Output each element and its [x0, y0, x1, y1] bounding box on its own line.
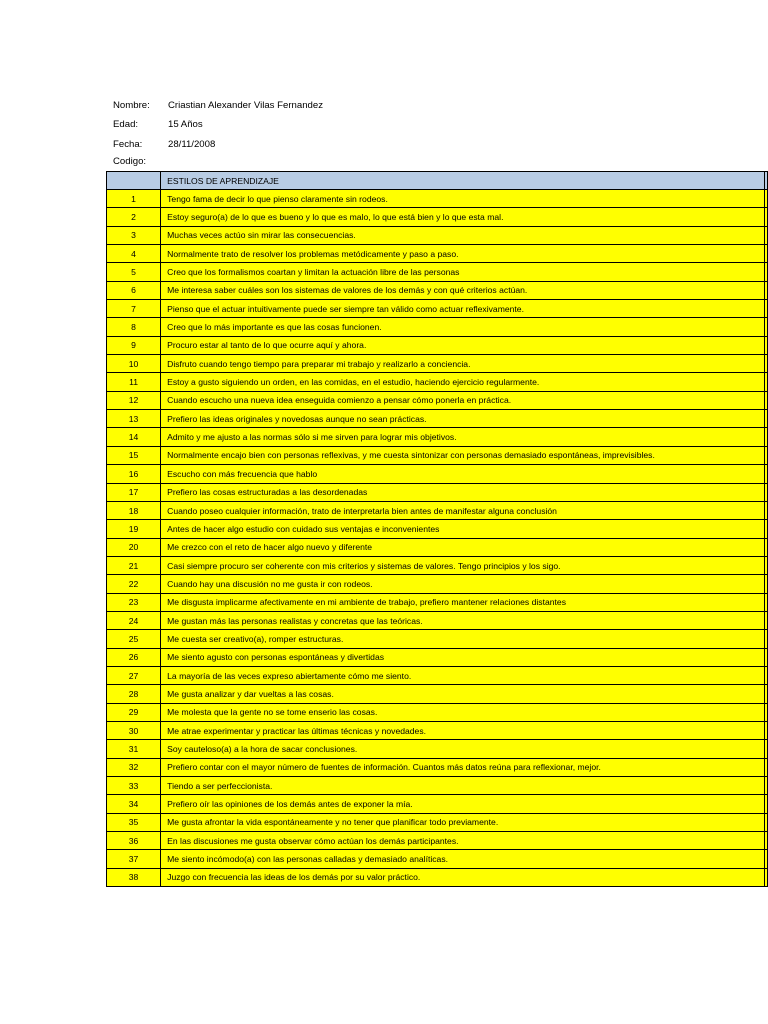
row-number-cell[interactable]: 2	[107, 208, 161, 226]
statement-cell[interactable]: Juzgo con frecuencia las ideas de los demás por su valor práctico.	[161, 868, 765, 886]
row-number-cell[interactable]: 37	[107, 850, 161, 868]
statement-cell[interactable]: Me atrae experimentar y practicar las últimas técnicas y novedades.	[161, 721, 765, 739]
table-row	[107, 245, 768, 263]
edad-value[interactable]: 15 Años	[168, 119, 203, 131]
statement-cell[interactable]: Me crezco con el reto de hacer algo nuevo y diferente	[161, 538, 765, 556]
row-number-cell[interactable]: 25	[107, 630, 161, 648]
answer-cell[interactable]	[765, 666, 768, 684]
row-number-cell[interactable]: 19	[107, 520, 161, 538]
row-number-cell[interactable]: 28	[107, 685, 161, 703]
statement-cell[interactable]: Cuando hay una discusión no me gusta ir con rodeos.	[161, 575, 765, 593]
answer-cell[interactable]	[765, 703, 768, 721]
statement-cell[interactable]: Prefiero las cosas estructuradas a las desordenadas	[161, 483, 765, 501]
answer-cell[interactable]	[765, 190, 768, 208]
statement-cell[interactable]: Soy cauteloso(a) a la hora de sacar conclusiones.	[161, 740, 765, 758]
fecha-value[interactable]: 28/11/2008	[168, 138, 216, 150]
table-row	[107, 575, 768, 593]
statement-cell[interactable]: Tiendo a ser perfeccionista.	[161, 777, 765, 795]
learning-styles-table	[106, 171, 768, 887]
table-row	[107, 685, 768, 703]
table-row	[107, 318, 768, 336]
table-row	[107, 593, 768, 611]
statement-cell[interactable]: Prefiero contar con el mayor número de fuentes de información. Cuantos más datos reúna para reflexionar, mejor.	[161, 758, 765, 776]
row-number-cell[interactable]: 35	[107, 813, 161, 831]
statement-cell[interactable]: Pienso que el actuar intuitivamente puede ser siempre tan válido como actuar reflexivamente.	[161, 300, 765, 318]
table-row	[107, 281, 768, 299]
table-row	[107, 648, 768, 666]
row-number-cell[interactable]: 3	[107, 226, 161, 244]
row-number-cell[interactable]: 29	[107, 703, 161, 721]
row-number-cell[interactable]: 14	[107, 428, 161, 446]
row-number-cell[interactable]: 4	[107, 245, 161, 263]
statement-cell[interactable]: Me siento incómodo(a) con las personas calladas y demasiado analíticas.	[161, 850, 765, 868]
table-row	[107, 410, 768, 428]
edad-row	[113, 115, 323, 134]
header-title-cell[interactable]: ESTILOS DE APRENDIZAJE	[161, 172, 765, 190]
answer-cell[interactable]	[765, 685, 768, 703]
student-info	[113, 96, 323, 169]
row-number-cell[interactable]: 13	[107, 410, 161, 428]
answer-cell[interactable]	[765, 740, 768, 758]
table-row	[107, 520, 768, 538]
statement-cell[interactable]: Me siento agusto con personas espontáneas y divertidas	[161, 648, 765, 666]
row-number-cell[interactable]: 18	[107, 501, 161, 519]
answer-cell[interactable]	[765, 868, 768, 886]
answer-cell[interactable]	[765, 483, 768, 501]
row-number-cell[interactable]: 6	[107, 281, 161, 299]
nombre-row	[113, 96, 323, 115]
answer-cell[interactable]	[765, 226, 768, 244]
fecha-row	[113, 135, 323, 154]
answer-cell[interactable]	[765, 832, 768, 850]
table-row	[107, 373, 768, 391]
statement-cell[interactable]: Estoy seguro(a) de lo que es bueno y lo que es malo, lo que está bien y lo que esta mal.	[161, 208, 765, 226]
table-row	[107, 832, 768, 850]
table-row	[107, 721, 768, 739]
row-number-cell[interactable]: 30	[107, 721, 161, 739]
table-row	[107, 868, 768, 886]
statement-cell[interactable]: Me gusta afrontar la vida espontáneamente y no tener que planificar todo previamente.	[161, 813, 765, 831]
statement-cell[interactable]: Muchas veces actúo sin mirar las consecuencias.	[161, 226, 765, 244]
statement-cell[interactable]: Creo que los formalismos coartan y limitan la actuación libre de las personas	[161, 263, 765, 281]
answer-cell[interactable]	[765, 556, 768, 574]
statement-cell[interactable]: Procuro estar al tanto de lo que ocurre aquí y ahora.	[161, 336, 765, 354]
row-number-cell[interactable]: 1	[107, 190, 161, 208]
row-number-cell[interactable]: 15	[107, 446, 161, 464]
fecha-label: Fecha:	[113, 138, 143, 150]
statement-cell[interactable]: Estoy a gusto siguiendo un orden, en las comidas, en el estudio, haciendo ejercicio regularmente.	[161, 373, 765, 391]
answer-cell[interactable]	[765, 538, 768, 556]
row-number-cell[interactable]: 16	[107, 465, 161, 483]
statement-cell[interactable]: Cuando escucho una nueva idea enseguida comienzo a pensar cómo ponerla en práctica.	[161, 391, 765, 409]
table-row	[107, 666, 768, 684]
answer-cell[interactable]	[765, 355, 768, 373]
row-number-cell[interactable]: 23	[107, 593, 161, 611]
row-number-cell[interactable]: 36	[107, 832, 161, 850]
nombre-label: Nombre:	[113, 100, 150, 111]
table-row	[107, 777, 768, 795]
statement-cell[interactable]: Prefiero las ideas originales y novedosas aunque no sean prácticas.	[161, 410, 765, 428]
table-row	[107, 428, 768, 446]
statement-cell[interactable]: En las discusiones me gusta observar cómo actúan los demás participantes.	[161, 832, 765, 850]
table-row	[107, 483, 768, 501]
row-number-cell[interactable]: 26	[107, 648, 161, 666]
table-row	[107, 740, 768, 758]
answer-cell[interactable]	[765, 410, 768, 428]
answer-cell[interactable]	[765, 611, 768, 629]
statement-cell[interactable]: Admito y me ajusto a las normas sólo si me sirven para lograr mis objetivos.	[161, 428, 765, 446]
row-number-cell[interactable]: 7	[107, 300, 161, 318]
header-edge-cell[interactable]	[765, 172, 768, 190]
answer-cell[interactable]	[765, 777, 768, 795]
row-number-cell[interactable]: 17	[107, 483, 161, 501]
table-row	[107, 501, 768, 519]
header-number-cell[interactable]	[107, 172, 161, 190]
row-number-cell[interactable]: 21	[107, 556, 161, 574]
statement-cell[interactable]: Prefiero oír las opiniones de los demás antes de exponer la mía.	[161, 795, 765, 813]
answer-cell[interactable]	[765, 721, 768, 739]
answer-cell[interactable]	[765, 281, 768, 299]
row-number-cell[interactable]: 34	[107, 795, 161, 813]
row-number-cell[interactable]: 38	[107, 868, 161, 886]
answer-cell[interactable]	[765, 208, 768, 226]
answer-cell[interactable]	[765, 263, 768, 281]
statement-cell[interactable]: Normalmente encajo bien con personas reflexivas, y me cuesta sintonizar con personas demasiado espontáneas, imprevisibles.	[161, 446, 765, 464]
statement-cell[interactable]: La mayoría de las veces expreso abiertamente cómo me siento.	[161, 666, 765, 684]
statement-cell[interactable]: Me disgusta implicarme afectivamente en mi ambiente de trabajo, prefiero mantener relaciones distantes	[161, 593, 765, 611]
table-row	[107, 630, 768, 648]
statement-cell[interactable]: Me cuesta ser creativo(a), romper estructuras.	[161, 630, 765, 648]
answer-cell[interactable]	[765, 318, 768, 336]
statement-cell[interactable]: Me gustan más las personas realistas y concretas que las teóricas.	[161, 611, 765, 629]
row-number-cell[interactable]: 33	[107, 777, 161, 795]
answer-cell[interactable]	[765, 501, 768, 519]
table-row	[107, 611, 768, 629]
answer-cell[interactable]	[765, 850, 768, 868]
row-number-cell[interactable]: 22	[107, 575, 161, 593]
table-row	[107, 813, 768, 831]
row-number-cell[interactable]: 24	[107, 611, 161, 629]
row-number-cell[interactable]: 8	[107, 318, 161, 336]
table-row	[107, 795, 768, 813]
table-row	[107, 465, 768, 483]
statement-cell[interactable]: Normalmente trato de resolver los problemas metódicamente y paso a paso.	[161, 245, 765, 263]
row-number-cell[interactable]: 10	[107, 355, 161, 373]
codigo-row	[113, 154, 323, 169]
row-number-cell[interactable]: 12	[107, 391, 161, 409]
answer-cell[interactable]	[765, 575, 768, 593]
statement-cell[interactable]: Me molesta que la gente no se tome enserio las cosas.	[161, 703, 765, 721]
statement-cell[interactable]: Cuando poseo cualquier información, trato de interpretarla bien antes de manifestar alguna conclusión	[161, 501, 765, 519]
answer-cell[interactable]	[765, 465, 768, 483]
answer-cell[interactable]	[765, 373, 768, 391]
answer-cell[interactable]	[765, 520, 768, 538]
table-row	[107, 538, 768, 556]
table-row	[107, 336, 768, 354]
statement-cell[interactable]: Antes de hacer algo estudio con cuidado sus ventajas e inconvenientes	[161, 520, 765, 538]
answer-cell[interactable]	[765, 813, 768, 831]
answer-cell[interactable]	[765, 648, 768, 666]
row-number-cell[interactable]: 11	[107, 373, 161, 391]
answer-cell[interactable]	[765, 336, 768, 354]
answer-cell[interactable]	[765, 630, 768, 648]
row-number-cell[interactable]: 5	[107, 263, 161, 281]
row-number-cell[interactable]: 27	[107, 666, 161, 684]
row-number-cell[interactable]: 32	[107, 758, 161, 776]
table-row	[107, 208, 768, 226]
answer-cell[interactable]	[765, 795, 768, 813]
answer-cell[interactable]	[765, 300, 768, 318]
answer-cell[interactable]	[765, 245, 768, 263]
table-header-row	[107, 172, 768, 190]
answer-cell[interactable]	[765, 446, 768, 464]
nombre-value[interactable]: Criastian Alexander Vilas Fernandez	[168, 100, 324, 111]
statement-cell[interactable]: Me interesa saber cuáles son los sistemas de valores de los demás y con qué criterios actúan.	[161, 281, 765, 299]
answer-cell[interactable]	[765, 391, 768, 409]
table-row	[107, 391, 768, 409]
table-row	[107, 850, 768, 868]
answer-cell[interactable]	[765, 428, 768, 446]
row-number-cell[interactable]: 20	[107, 538, 161, 556]
statement-cell[interactable]: Me gusta analizar y dar vueltas a las cosas.	[161, 685, 765, 703]
table-row	[107, 226, 768, 244]
statement-cell[interactable]: Tengo fama de decir lo que pienso claramente sin rodeos.	[161, 190, 765, 208]
statement-cell[interactable]: Creo que lo más importante es que las cosas funcionen.	[161, 318, 765, 336]
table-row	[107, 263, 768, 281]
table-row	[107, 190, 768, 208]
row-number-cell[interactable]: 31	[107, 740, 161, 758]
statement-cell[interactable]: Escucho con más frecuencia que hablo	[161, 465, 765, 483]
answer-cell[interactable]	[765, 758, 768, 776]
table-row	[107, 355, 768, 373]
table-row	[107, 446, 768, 464]
table-row	[107, 300, 768, 318]
statement-cell[interactable]: Disfruto cuando tengo tiempo para preparar mi trabajo y realizarlo a conciencia.	[161, 355, 765, 373]
statement-cell[interactable]: Casi siempre procuro ser coherente con mis criterios y sistemas de valores. Tengo principios y los sigo.	[161, 556, 765, 574]
table-row	[107, 556, 768, 574]
table-row	[107, 758, 768, 776]
codigo-label: Codigo:	[113, 155, 147, 167]
table-row	[107, 703, 768, 721]
edad-label: Edad:	[113, 119, 139, 131]
answer-cell[interactable]	[765, 593, 768, 611]
row-number-cell[interactable]: 9	[107, 336, 161, 354]
